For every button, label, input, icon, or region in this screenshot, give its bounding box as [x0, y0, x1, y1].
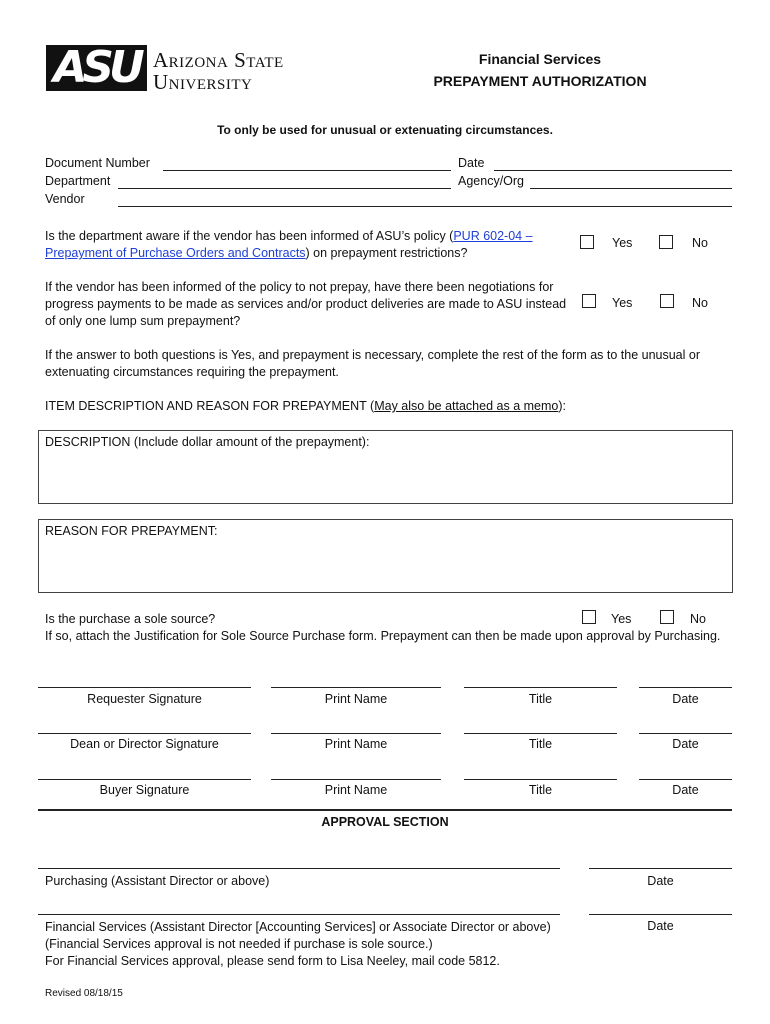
q1-yes-checkbox[interactable] — [580, 235, 594, 249]
dean-date-line[interactable] — [639, 733, 732, 734]
description-box[interactable] — [38, 430, 733, 504]
instructions-line-2: extenuating circumstances requiring the prepayment. — [45, 365, 339, 379]
financial-signature-line[interactable] — [38, 914, 560, 915]
sole-source-no-label: No — [690, 612, 706, 626]
q1-no-checkbox[interactable] — [659, 235, 673, 249]
logo-line-2: University — [153, 70, 253, 94]
header-title: Financial Services — [478, 51, 602, 67]
dean-print-label: Print Name — [324, 737, 388, 751]
buyer-signature-label: Buyer Signature — [99, 783, 190, 797]
approval-heading: APPROVAL SECTION — [321, 815, 449, 829]
date-label: Date — [458, 156, 485, 170]
instructions-line-1: If the answer to both questions is Yes, and prepayment is necessary, complete the rest of the form as to the unusual or — [45, 348, 700, 362]
department-label: Department — [45, 174, 111, 188]
requester-signature-label: Requester Signature — [87, 692, 202, 706]
dean-print-line[interactable] — [271, 733, 441, 734]
buyer-date-label: Date — [672, 783, 699, 797]
buyer-print-label: Print Name — [324, 783, 388, 797]
requester-print-label: Print Name — [324, 692, 388, 706]
question-negotiations-line-2: progress payments to be made as services and/or product deliveries are made to ASU instead — [45, 297, 567, 311]
approval-divider — [38, 809, 732, 811]
buyer-print-line[interactable] — [271, 779, 441, 780]
q2-no-label: No — [692, 296, 708, 310]
financial-services-note-2: For Financial Services approval, please send form to Lisa Neeley, mail code 5812. — [45, 954, 500, 968]
instructions — [45, 347, 735, 381]
q2-no-checkbox[interactable] — [660, 294, 674, 308]
item-heading-memo: May also be attached as a memo — [374, 399, 559, 413]
header-form-title: PREPAYMENT AUTHORIZATION — [433, 73, 647, 89]
header-subtitle: To only be used for unusual or extenuating circumstances. — [217, 123, 553, 137]
purchasing-date-label: Date — [647, 874, 674, 888]
sole-source-yes-checkbox[interactable] — [582, 610, 596, 624]
purchasing-label: Purchasing (Assistant Director or above) — [45, 874, 270, 888]
item-heading — [45, 399, 566, 413]
dean-title-line[interactable] — [464, 733, 617, 734]
question-negotiations — [45, 279, 575, 330]
policy-link[interactable]: PUR 602-04 – — [453, 229, 533, 243]
question-negotiations-line-1: If the vendor has been informed of the policy to not prepay, have there been negotiations for — [45, 280, 554, 294]
vendor-field[interactable] — [118, 206, 732, 207]
financial-services-block — [45, 919, 551, 970]
requester-date-line[interactable] — [639, 687, 732, 688]
financial-date-label: Date — [647, 919, 674, 933]
q2-yes-checkbox[interactable] — [582, 294, 596, 308]
question-policy-aware — [45, 228, 565, 262]
financial-services-note-1: (Financial Services approval is not needed if purchase is sole source.) — [45, 937, 433, 951]
item-heading-prefix: ITEM DESCRIPTION AND REASON FOR PREPAYMENT ( — [45, 399, 375, 413]
buyer-title-label: Title — [528, 783, 553, 797]
purchasing-date-line[interactable] — [589, 868, 732, 869]
dean-date-label: Date — [672, 737, 699, 751]
sole-source-yes-label: Yes — [611, 612, 632, 626]
financial-services-label: Financial Services (Assistant Director [Accounting Services] or Associate Director or above) — [45, 920, 551, 934]
logo-line-1: Arizona State — [153, 48, 284, 72]
q1-yes-label: Yes — [612, 236, 633, 250]
date-field[interactable] — [494, 170, 732, 171]
document-number-label: Document Number — [45, 156, 150, 170]
reason-box[interactable] — [38, 519, 733, 593]
question-negotiations-line-3: of only one lump sum prepayment? — [45, 314, 241, 328]
reason-label: REASON FOR PREPAYMENT: — [45, 524, 218, 538]
requester-date-label: Date — [672, 692, 699, 706]
agency-org-label: Agency/Org — [458, 174, 525, 188]
sole-source-no-checkbox[interactable] — [660, 610, 674, 624]
requester-signature-line[interactable] — [38, 687, 251, 688]
buyer-date-line[interactable] — [639, 779, 732, 780]
vendor-label: Vendor — [45, 192, 85, 206]
dean-title-label: Title — [528, 737, 553, 751]
question-policy-text-a: Is the department aware if the vendor has been informed of ASU’s policy ( — [45, 229, 454, 243]
revised-date: Revised 08/18/15 — [45, 988, 123, 999]
department-field[interactable] — [118, 188, 451, 189]
requester-title-label: Title — [528, 692, 553, 706]
financial-date-line[interactable] — [589, 914, 732, 915]
item-heading-suffix: ): — [558, 399, 566, 413]
buyer-title-line[interactable] — [464, 779, 617, 780]
q2-yes-label: Yes — [612, 296, 633, 310]
question-policy-text-b: ) on prepayment restrictions? — [305, 246, 468, 260]
sole-source-question: Is the purchase a sole source? — [45, 612, 216, 626]
dean-signature-label: Dean or Director Signature — [70, 737, 219, 751]
asu-logo-mark: ASU — [46, 45, 147, 91]
purchasing-signature-line[interactable] — [38, 868, 560, 869]
dean-signature-line[interactable] — [38, 733, 251, 734]
q1-no-label: No — [692, 236, 708, 250]
requester-title-line[interactable] — [464, 687, 617, 688]
sole-source-note: If so, attach the Justification for Sole Source Purchase form. Prepayment can then be made upon approval by Purchasing. — [45, 629, 721, 643]
buyer-signature-line[interactable] — [38, 779, 251, 780]
agency-org-field[interactable] — [530, 188, 732, 189]
policy-link-title[interactable]: Prepayment of Purchase Orders and Contracts — [45, 246, 306, 260]
requester-print-line[interactable] — [271, 687, 441, 688]
description-label: DESCRIPTION (Include dollar amount of the prepayment): — [45, 435, 370, 449]
document-number-field[interactable] — [163, 170, 451, 171]
